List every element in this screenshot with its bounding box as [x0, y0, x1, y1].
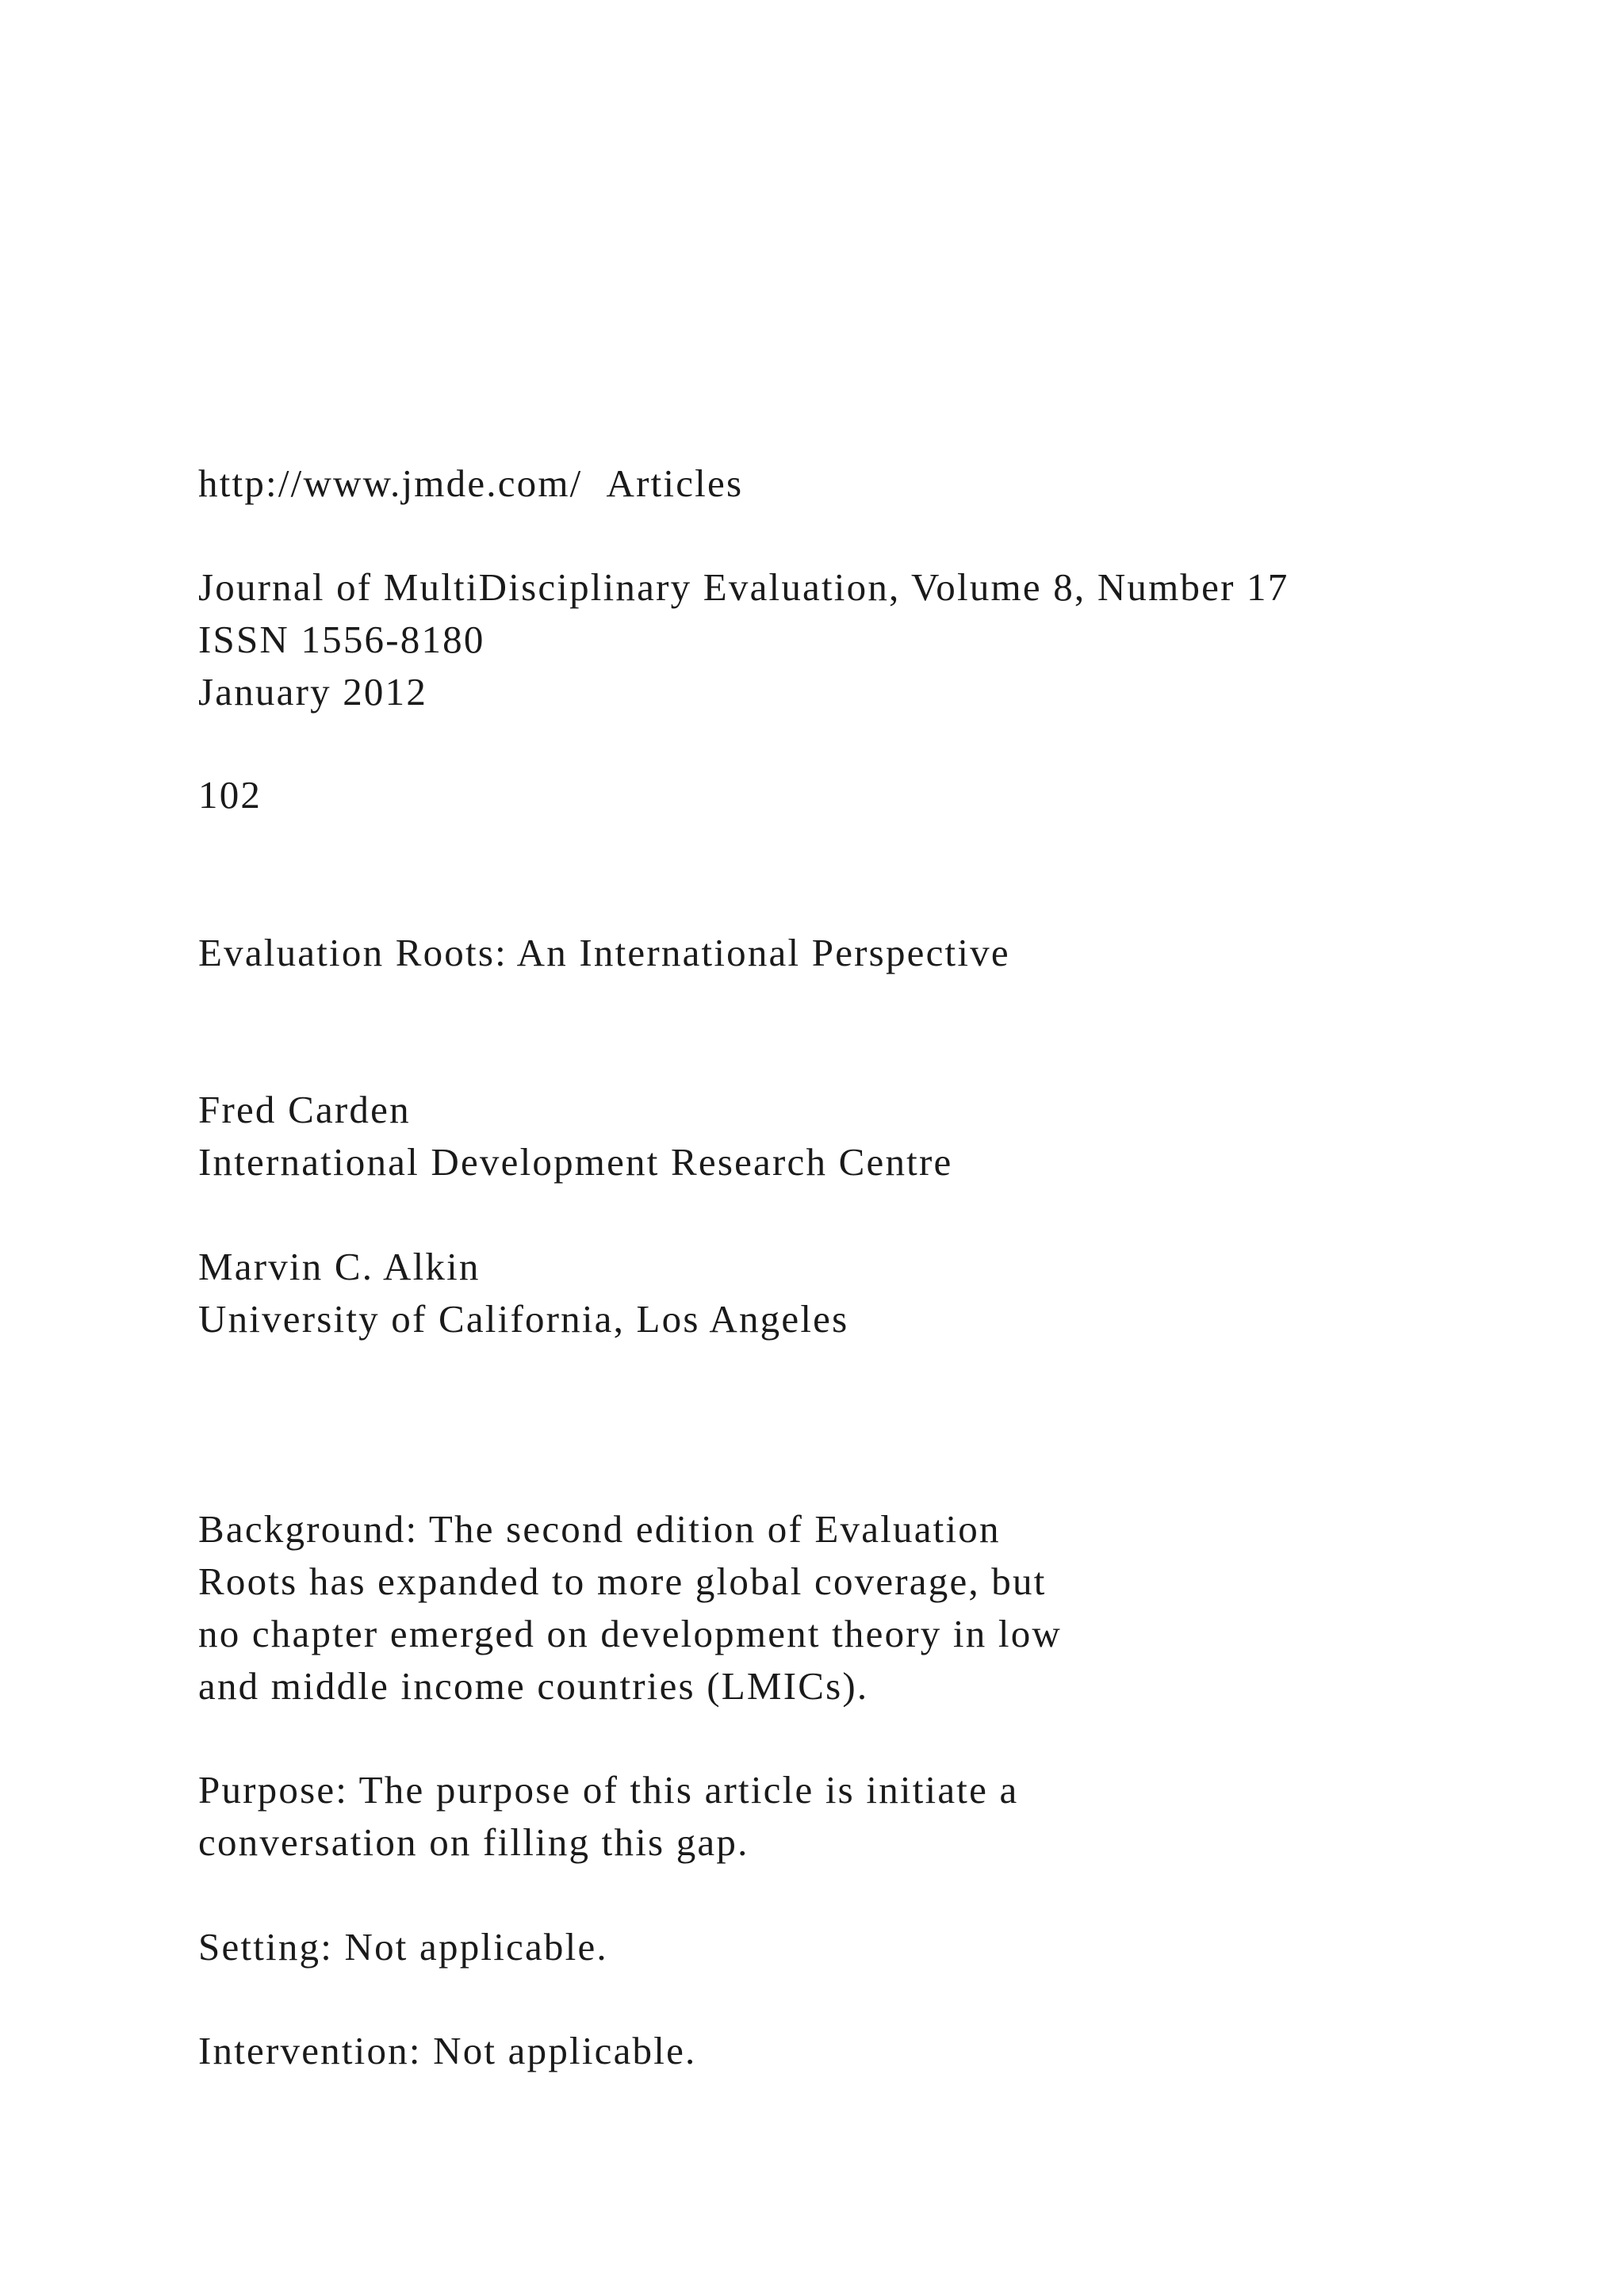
author-name: Marvin C. Alkin — [198, 1245, 481, 1288]
issue-date: January 2012 — [198, 670, 428, 714]
issn: ISSN 1556-8180 — [198, 618, 485, 661]
section-label: Articles — [606, 461, 744, 505]
article-title: Evaluation Roots: An International Perspective — [198, 931, 1010, 974]
journal-url[interactable]: http://www.jmde.com/ — [198, 461, 583, 505]
journal-citation: Journal of MultiDisciplinary Evaluation, Volume 8, Number 17 — [198, 565, 1289, 609]
abstract-purpose-line: Purpose: The purpose of this article is initiate a — [198, 1768, 1019, 1812]
header-url-line — [198, 457, 743, 510]
abstract-purpose-line: conversation on filling this gap. — [198, 1820, 749, 1864]
abstract-background-line: and middle income countries (LMICs). — [198, 1664, 869, 1708]
abstract-background-line: Roots has expanded to more global coverage, but — [198, 1559, 1047, 1603]
abstract-setting: Setting: Not applicable. — [198, 1925, 608, 1969]
page-number: 102 — [198, 773, 262, 817]
abstract-intervention: Intervention: Not applicable. — [198, 2029, 697, 2072]
abstract-background-line: no chapter emerged on development theory in low — [198, 1612, 1062, 1655]
abstract-background-line: Background: The second edition of Evaluation — [198, 1507, 1001, 1551]
author-affiliation: International Development Research Centre — [198, 1140, 953, 1184]
author-name: Fred Carden — [198, 1088, 411, 1131]
author-affiliation: University of California, Los Angeles — [198, 1297, 849, 1341]
